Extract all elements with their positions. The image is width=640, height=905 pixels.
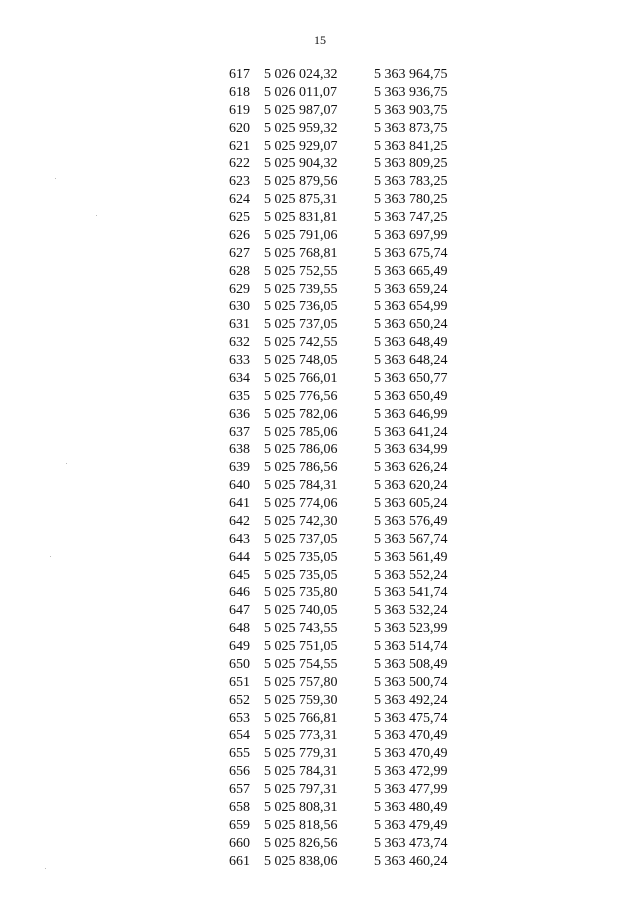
point-number-cell: 627 <box>229 245 250 261</box>
y-coordinate-cell: 5 363 936,75 <box>374 84 448 100</box>
point-number-cell: 647 <box>229 603 250 619</box>
y-coordinate-cell: 5 363 605,24 <box>374 496 448 511</box>
x-coordinate-cell: 5 025 904,32 <box>264 156 338 172</box>
y-coordinate-cell: 5 363 475,74 <box>374 710 448 726</box>
table-row <box>222 316 454 334</box>
coordinates-table-body <box>222 66 454 870</box>
point-number-cell: 650 <box>229 656 250 672</box>
x-coordinate-cell: 5 025 737,05 <box>264 531 338 547</box>
point-number-cell: 660 <box>229 835 250 851</box>
point-number-cell: 623 <box>229 174 250 190</box>
table-row <box>222 549 454 567</box>
table-row <box>222 173 454 191</box>
table-row <box>222 352 454 370</box>
y-coordinate-cell: 5 363 665,49 <box>374 263 448 279</box>
y-coordinate-cell: 5 363 561,49 <box>374 549 448 565</box>
x-coordinate-cell: 5 025 987,07 <box>264 102 338 118</box>
y-coordinate-cell: 5 363 650,77 <box>374 370 448 386</box>
table-row <box>222 281 454 299</box>
point-number-cell: 624 <box>229 192 250 208</box>
y-coordinate-cell: 5 363 508,49 <box>374 656 448 672</box>
point-number-cell: 661 <box>229 853 250 869</box>
point-number-cell: 659 <box>229 817 250 833</box>
y-coordinate-cell: 5 363 648,24 <box>374 353 448 368</box>
x-coordinate-cell: 5 025 751,05 <box>264 639 338 654</box>
point-number-cell: 622 <box>229 156 250 172</box>
table-row <box>222 620 454 638</box>
y-coordinate-cell: 5 363 873,75 <box>374 120 448 136</box>
y-coordinate-cell: 5 363 747,25 <box>374 210 448 225</box>
table-row <box>222 298 454 316</box>
table-row <box>222 459 454 477</box>
point-number-cell: 649 <box>229 639 250 654</box>
scan-speck <box>55 178 56 179</box>
point-number-cell: 656 <box>229 764 250 780</box>
table-row <box>222 531 454 549</box>
x-coordinate-cell: 5 025 735,05 <box>264 567 338 583</box>
x-coordinate-cell: 5 025 776,56 <box>264 388 338 404</box>
x-coordinate-cell: 5 025 743,55 <box>264 621 338 637</box>
x-coordinate-cell: 5 025 739,55 <box>264 281 338 297</box>
x-coordinate-cell: 5 025 742,55 <box>264 335 338 351</box>
x-coordinate-cell: 5 025 740,05 <box>264 603 338 619</box>
y-coordinate-cell: 5 363 697,99 <box>374 227 448 243</box>
point-number-cell: 626 <box>229 227 250 243</box>
table-row <box>222 674 454 692</box>
point-number-cell: 636 <box>229 406 250 422</box>
x-coordinate-cell: 5 025 785,06 <box>264 424 338 440</box>
point-number-cell: 641 <box>229 496 250 511</box>
table-row <box>222 727 454 745</box>
page-number: 15 <box>314 33 326 47</box>
y-coordinate-cell: 5 363 470,49 <box>374 746 448 762</box>
x-coordinate-cell: 5 025 773,31 <box>264 728 338 744</box>
x-coordinate-cell: 5 025 742,30 <box>264 513 338 529</box>
point-number-cell: 620 <box>229 120 250 136</box>
x-coordinate-cell: 5 025 959,32 <box>264 120 338 136</box>
point-number-cell: 617 <box>229 67 250 82</box>
table-row <box>222 84 454 102</box>
point-number-cell: 652 <box>229 692 250 708</box>
table-row <box>222 334 454 352</box>
table-row <box>222 781 454 799</box>
table-row <box>222 245 454 263</box>
table-row <box>222 495 454 513</box>
y-coordinate-cell: 5 363 641,24 <box>374 424 448 440</box>
x-coordinate-cell: 5 025 774,06 <box>264 496 338 511</box>
table-row <box>222 66 454 84</box>
x-coordinate-cell: 5 025 768,81 <box>264 245 338 261</box>
scan-speck <box>66 463 67 464</box>
x-coordinate-cell: 5 025 838,06 <box>264 853 338 869</box>
point-number-cell: 628 <box>229 263 250 279</box>
y-coordinate-cell: 5 363 514,74 <box>374 639 448 654</box>
point-number-cell: 637 <box>229 424 250 440</box>
x-coordinate-cell: 5 025 818,56 <box>264 817 338 833</box>
x-coordinate-cell: 5 025 759,30 <box>264 692 338 708</box>
point-number-cell: 648 <box>229 621 250 637</box>
table-row <box>222 584 454 602</box>
point-number-cell: 633 <box>229 353 250 368</box>
x-coordinate-cell: 5 025 737,05 <box>264 317 338 333</box>
y-coordinate-cell: 5 363 659,24 <box>374 281 448 297</box>
table-row <box>222 567 454 585</box>
point-number-cell: 646 <box>229 585 250 601</box>
point-number-cell: 643 <box>229 531 250 547</box>
x-coordinate-cell: 5 025 826,56 <box>264 835 338 851</box>
y-coordinate-cell: 5 363 567,74 <box>374 531 448 547</box>
y-coordinate-cell: 5 363 477,99 <box>374 782 448 797</box>
point-number-cell: 654 <box>229 728 250 744</box>
table-row <box>222 477 454 495</box>
y-coordinate-cell: 5 363 479,49 <box>374 817 448 833</box>
x-coordinate-cell: 5 025 766,81 <box>264 710 338 726</box>
table-row <box>222 692 454 710</box>
x-coordinate-cell: 5 025 766,01 <box>264 370 338 386</box>
point-number-cell: 619 <box>229 102 250 118</box>
point-number-cell: 631 <box>229 317 250 333</box>
point-number-cell: 621 <box>229 138 250 154</box>
point-number-cell: 629 <box>229 281 250 297</box>
y-coordinate-cell: 5 363 648,49 <box>374 335 448 351</box>
point-number-cell: 644 <box>229 549 250 565</box>
y-coordinate-cell: 5 363 500,74 <box>374 674 448 690</box>
table-row <box>222 799 454 817</box>
y-coordinate-cell: 5 363 634,99 <box>374 442 448 458</box>
point-number-cell: 642 <box>229 513 250 529</box>
point-number-cell: 634 <box>229 370 250 386</box>
x-coordinate-cell: 5 026 024,32 <box>264 67 338 82</box>
y-coordinate-cell: 5 363 492,24 <box>374 692 448 708</box>
x-coordinate-cell: 5 025 808,31 <box>264 799 338 815</box>
point-number-cell: 625 <box>229 210 250 225</box>
x-coordinate-cell: 5 025 831,81 <box>264 210 338 225</box>
y-coordinate-cell: 5 363 480,49 <box>374 799 448 815</box>
x-coordinate-cell: 5 025 757,80 <box>264 674 338 690</box>
point-number-cell: 655 <box>229 746 250 762</box>
point-number-cell: 639 <box>229 460 250 476</box>
table-row <box>222 102 454 120</box>
table-row <box>222 513 454 531</box>
point-number-cell: 658 <box>229 799 250 815</box>
y-coordinate-cell: 5 363 576,49 <box>374 513 448 529</box>
x-coordinate-cell: 5 025 736,05 <box>264 299 338 315</box>
x-coordinate-cell: 5 025 748,05 <box>264 353 338 368</box>
table-row <box>222 638 454 656</box>
x-coordinate-cell: 5 026 011,07 <box>264 84 337 100</box>
point-number-cell: 638 <box>229 442 250 458</box>
scan-speck <box>45 868 46 869</box>
table-row <box>222 263 454 281</box>
point-number-cell: 657 <box>229 782 250 797</box>
point-number-cell: 640 <box>229 478 250 494</box>
point-number-cell: 632 <box>229 335 250 351</box>
point-number-cell: 618 <box>229 84 250 100</box>
scan-speck <box>50 556 51 557</box>
table-row <box>222 138 454 156</box>
y-coordinate-cell: 5 363 626,24 <box>374 460 448 476</box>
table-row <box>222 209 454 227</box>
table-row <box>222 424 454 442</box>
y-coordinate-cell: 5 363 460,24 <box>374 853 448 869</box>
y-coordinate-cell: 5 363 650,49 <box>374 388 448 404</box>
point-number-cell: 645 <box>229 567 250 583</box>
table-row <box>222 763 454 781</box>
table-row <box>222 155 454 173</box>
point-number-cell: 651 <box>229 674 250 690</box>
x-coordinate-cell: 5 025 735,05 <box>264 549 338 565</box>
table-row <box>222 191 454 209</box>
y-coordinate-cell: 5 363 783,25 <box>374 174 448 190</box>
y-coordinate-cell: 5 363 472,99 <box>374 764 448 780</box>
y-coordinate-cell: 5 363 620,24 <box>374 478 448 494</box>
y-coordinate-cell: 5 363 473,74 <box>374 835 448 851</box>
table-row <box>222 388 454 406</box>
table-row <box>222 853 454 871</box>
coordinates-table <box>222 66 454 870</box>
scan-speck <box>96 215 97 216</box>
y-coordinate-cell: 5 363 646,99 <box>374 406 448 422</box>
x-coordinate-cell: 5 025 791,06 <box>264 227 338 243</box>
x-coordinate-cell: 5 025 752,55 <box>264 263 338 279</box>
x-coordinate-cell: 5 025 782,06 <box>264 406 338 422</box>
table-row <box>222 120 454 138</box>
y-coordinate-cell: 5 363 654,99 <box>374 299 448 315</box>
x-coordinate-cell: 5 025 735,80 <box>264 585 338 601</box>
x-coordinate-cell: 5 025 784,31 <box>264 478 338 494</box>
table-row <box>222 817 454 835</box>
table-row <box>222 370 454 388</box>
x-coordinate-cell: 5 025 875,31 <box>264 192 338 208</box>
y-coordinate-cell: 5 363 780,25 <box>374 192 448 208</box>
y-coordinate-cell: 5 363 532,24 <box>374 603 448 619</box>
x-coordinate-cell: 5 025 784,31 <box>264 764 338 780</box>
x-coordinate-cell: 5 025 879,56 <box>264 174 338 190</box>
x-coordinate-cell: 5 025 797,31 <box>264 782 338 797</box>
table-row <box>222 441 454 459</box>
x-coordinate-cell: 5 025 786,56 <box>264 460 338 476</box>
y-coordinate-cell: 5 363 675,74 <box>374 245 448 261</box>
point-number-cell: 635 <box>229 388 250 404</box>
y-coordinate-cell: 5 363 523,99 <box>374 621 448 637</box>
y-coordinate-cell: 5 363 964,75 <box>374 67 448 82</box>
table-row <box>222 656 454 674</box>
y-coordinate-cell: 5 363 470,49 <box>374 728 448 744</box>
table-row <box>222 835 454 853</box>
x-coordinate-cell: 5 025 786,06 <box>264 442 338 458</box>
y-coordinate-cell: 5 363 650,24 <box>374 317 448 333</box>
table-row <box>222 745 454 763</box>
y-coordinate-cell: 5 363 552,24 <box>374 567 448 583</box>
y-coordinate-cell: 5 363 809,25 <box>374 156 448 172</box>
y-coordinate-cell: 5 363 841,25 <box>374 138 448 154</box>
table-row <box>222 602 454 620</box>
x-coordinate-cell: 5 025 779,31 <box>264 746 338 762</box>
x-coordinate-cell: 5 025 929,07 <box>264 138 338 154</box>
table-row <box>222 710 454 728</box>
point-number-cell: 630 <box>229 299 250 315</box>
table-row <box>222 406 454 424</box>
y-coordinate-cell: 5 363 903,75 <box>374 102 448 118</box>
y-coordinate-cell: 5 363 541,74 <box>374 585 448 601</box>
table-row <box>222 227 454 245</box>
point-number-cell: 653 <box>229 710 250 726</box>
x-coordinate-cell: 5 025 754,55 <box>264 656 338 672</box>
